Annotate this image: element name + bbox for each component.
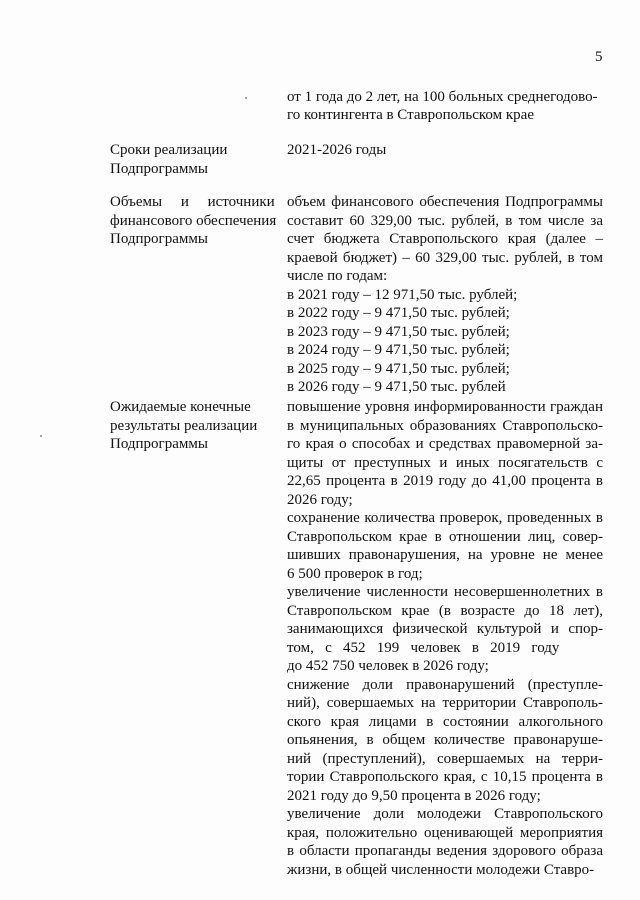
section-content-line: объем финансового обеспечения Подпрограммы	[287, 194, 603, 210]
section-content-line: в 2023 году – 9 471,50 тыс. рублей;	[287, 323, 510, 340]
section-content-line: ний), совершаемых на территории Ставрополь-	[287, 695, 603, 711]
section-content-line: счет бюджета Ставропольского края (далее –	[287, 231, 603, 247]
section-content-line: 6 500 проверок в год;	[287, 565, 423, 582]
section-content-line: шивших правонарушения, на уровне не менее	[287, 547, 603, 563]
section-label-line: Подпрограммы	[110, 231, 208, 247]
section-content-line: в области пропаганды ведения здорового образа	[287, 843, 603, 859]
section-content-line: увеличение доли молодежи Ставропольского	[287, 806, 603, 822]
section-content-line: ний (преступлений), совершаемых на терри-	[287, 750, 603, 767]
section-content-line: том, с 452 199 человек в 2019 году	[287, 639, 560, 656]
section-content-line: в 2026 году – 9 471,50 тыс. рублей	[287, 379, 506, 395]
section-content-line: жизни, в общей численности молодежи Ставро-	[287, 861, 595, 878]
section-content-line: края, положительно оценивающей мероприятия	[287, 824, 603, 841]
page-number: 5	[595, 49, 603, 65]
section-content-line: в 2025 году – 9 471,50 тыс. рублей;	[287, 360, 510, 377]
section-content-line: в 2021 году – 12 971,50 тыс. рублей;	[287, 286, 518, 303]
section-label-line: Подпрограммы	[110, 160, 208, 177]
section-content-line: 2021-2026 годы	[287, 142, 387, 158]
section-content-line: го края о способах и средствах правомерной за-	[287, 436, 603, 452]
section-label-line: Объемы и источники	[110, 194, 275, 210]
section-content-line: составит 60 329,00 тыс. рублей, в том числе за	[287, 212, 603, 229]
section-content-line: занимающихся физической культурой и спор-	[287, 621, 603, 637]
scan-speck	[40, 435, 42, 437]
section-content-line: сохранение количества проверок, проведенных в	[287, 510, 603, 526]
section-label-line: результаты реализации	[110, 417, 258, 434]
section-content-line: 2021 году до 9,50 процента в 2026 году;	[287, 787, 541, 804]
scan-speck	[245, 97, 247, 99]
intro-line: го контингента в Ставропольском крае	[287, 107, 534, 123]
section-content-line: опьянения, в общем количестве правонаруше-	[287, 732, 603, 748]
section-content-line: до 452 750 человек в 2026 году;	[287, 658, 489, 674]
section-content-line: снижение доли правонарушений (преступле-	[287, 676, 603, 693]
section-label-line: Сроки реализации	[110, 142, 228, 158]
intro-line: от 1 года до 2 лет, на 100 больных среднегодово-	[287, 89, 598, 105]
section-content-line: числе по годам:	[287, 268, 388, 284]
section-content-line: в 2022 году – 9 471,50 тыс. рублей;	[287, 305, 510, 321]
section-content-line: щиты от преступных и иных посягательств с	[287, 454, 603, 471]
section-label-line: Подпрограммы	[110, 436, 208, 452]
section-content-line: ского края лицами в состоянии алкогольного	[287, 713, 603, 730]
section-label-line: Ожидаемые конечные	[110, 399, 251, 415]
section-content-line: тории Ставропольского края, с 10,15 процента в	[287, 769, 603, 785]
section-label-line: финансового обеспечения	[110, 212, 277, 229]
section-content-line: в муниципальных образованиях Ставропольско-	[287, 417, 603, 434]
section-content-line: увеличение численности несовершеннолетних в	[287, 584, 603, 600]
section-content-line: Ставропольском крае в отношении лиц, совер-	[287, 528, 603, 545]
section-content-line: Ставропольском крае (в возрасте до 18 лет),	[287, 602, 603, 619]
section-content-line: повышение уровня информированности граждан	[287, 399, 603, 415]
section-content-line: 22,65 процента в 2019 году до 41,00 процента в	[287, 473, 603, 489]
section-content-line: в 2024 году – 9 471,50 тыс. рублей;	[287, 342, 510, 358]
section-content-line: 2026 году;	[287, 491, 353, 508]
section-content-line: краевой бюджет) – 60 329,00 тыс. рублей, в том	[287, 249, 603, 266]
